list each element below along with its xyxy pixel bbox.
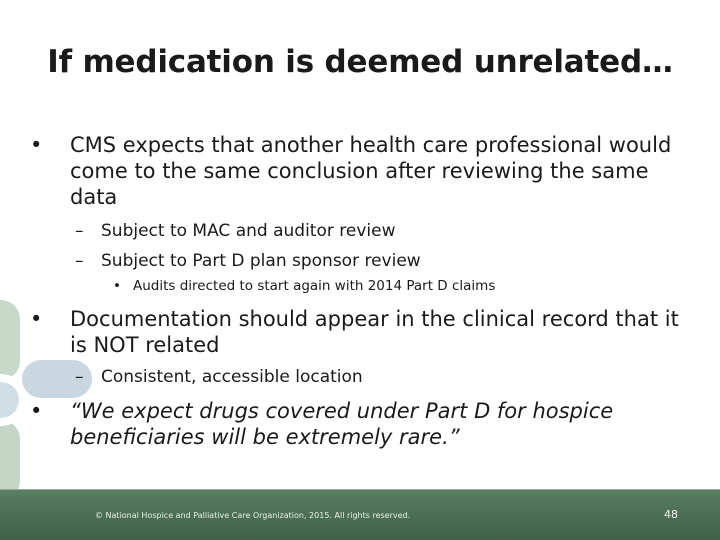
copyright-text: © National Hospice and Palliative Care Organization, 2015. All rights reserved.: [95, 511, 411, 520]
sub-sub-bullet-text: Audits directed to start again with 2014 Part D claims: [133, 278, 496, 294]
bullet-text: CMS expects that another health care professional would come to the same conclusion after reviewing the same data: [70, 133, 672, 209]
bullet-text: Documentation should appear in the clinical record that it is NOT related: [70, 307, 679, 357]
dash-glyph: –: [75, 367, 84, 387]
bullet-glyph: •: [30, 133, 43, 157]
bullet-glyph: •: [30, 399, 43, 423]
page-number: 48: [664, 508, 678, 521]
bullet-glyph: •: [30, 307, 43, 331]
sub-bullet-text: Subject to Part D plan sponsor review: [101, 251, 421, 271]
slide-title: If medication is deemed unrelated…: [47, 44, 673, 80]
footer-bar: [0, 489, 720, 540]
dash-glyph: –: [75, 251, 84, 271]
sub-bullet-text: Consistent, accessible location: [101, 367, 363, 387]
quote-text: “We expect drugs covered under Part D for hospice beneficiaries will be extremely rare.”: [70, 399, 614, 449]
dash-glyph: –: [75, 221, 84, 241]
sub-bullet-text: Subject to MAC and auditor review: [101, 221, 396, 241]
bullet-glyph: •: [113, 278, 121, 294]
